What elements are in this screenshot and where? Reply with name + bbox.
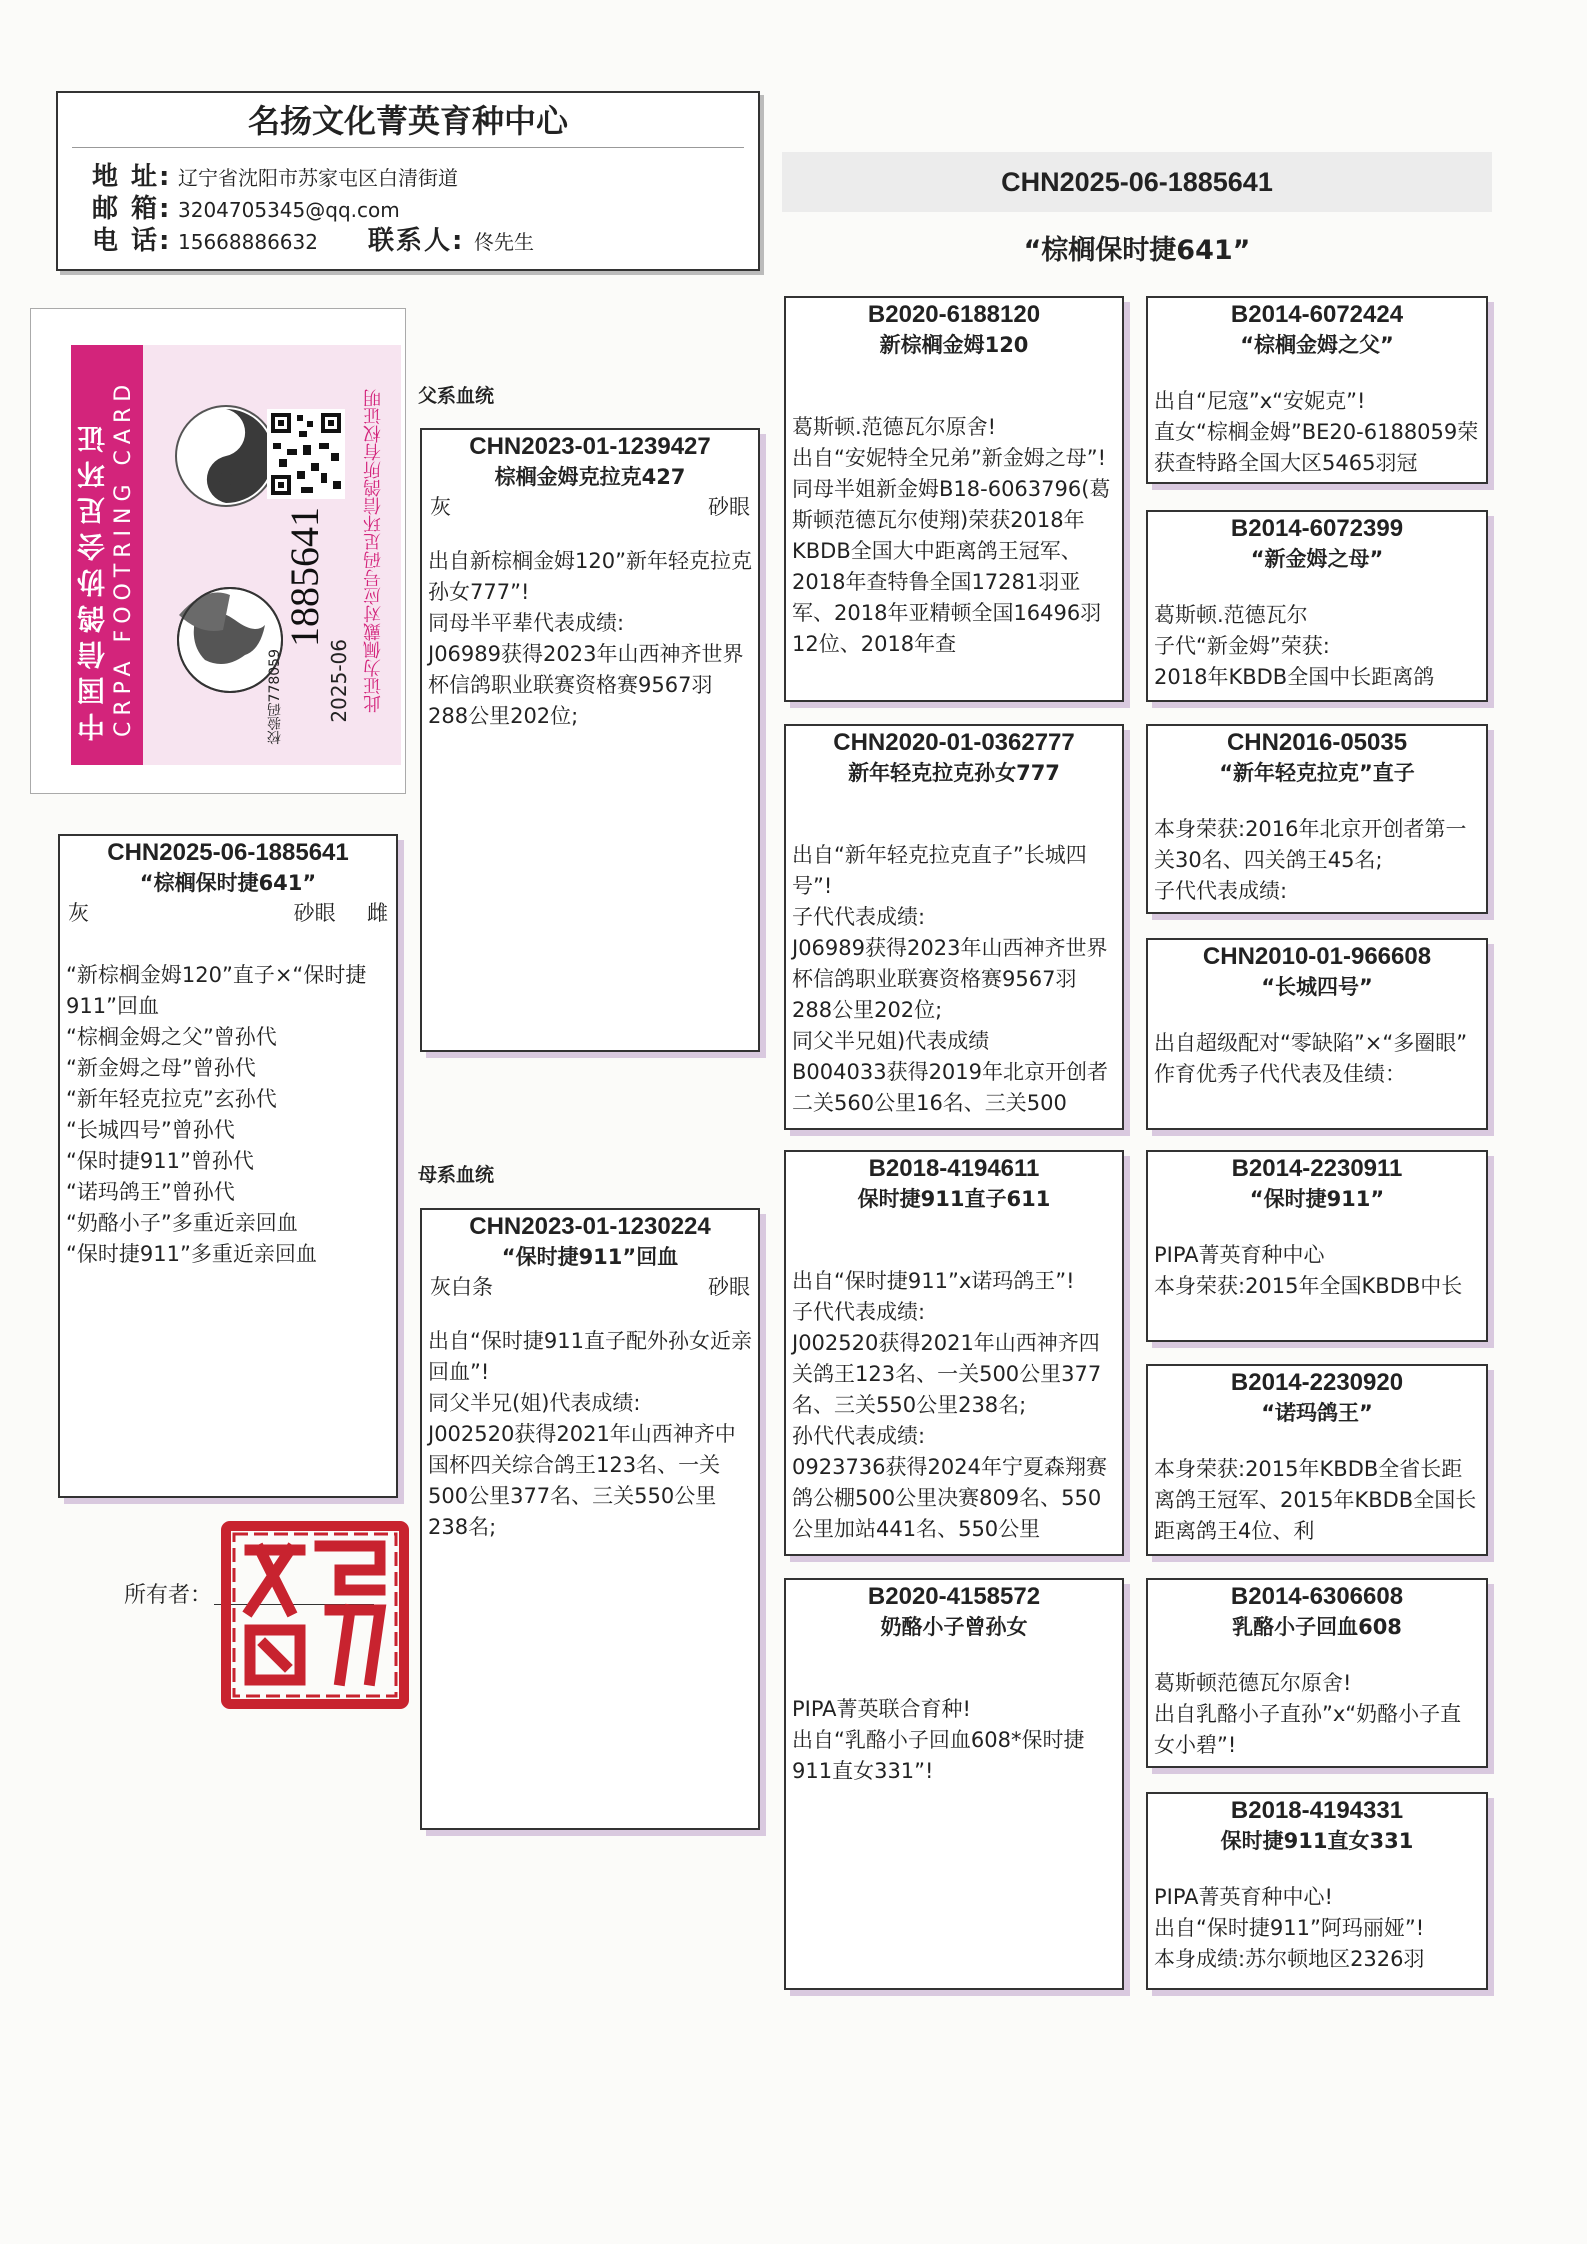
dam-box <box>420 1208 760 1830</box>
phone-value: 15668886632 <box>178 230 318 254</box>
qr-code-icon <box>267 409 345 499</box>
subject-ring: CHN2025-06-1885641 <box>107 839 349 866</box>
dam-section-label: 母系血统 <box>418 1164 495 1186</box>
g4-name: “长城四号” <box>1261 975 1373 999</box>
granddam-sire-box <box>784 724 1124 1130</box>
crpa-logo <box>171 401 281 511</box>
gs-sd-name: 新年轻克拉克孙女777 <box>848 761 1060 785</box>
card-footnote: 此证为佩戴对应号码足环信鸽所有权证明 <box>363 389 384 713</box>
subject-eye: 砂眼 <box>293 901 336 925</box>
subject-color: 灰 <box>68 901 89 925</box>
subject-meta <box>60 898 396 928</box>
address-label: 地 址: <box>92 162 172 192</box>
gs-ds-name: 保时捷911直子611 <box>857 1187 1051 1211</box>
ring-prefix: 2025-06 <box>327 639 351 723</box>
ggp-box-7 <box>1146 1578 1488 1768</box>
phone-label: 电 话: <box>92 226 172 256</box>
gs-dd-ring: B2020-4158572 <box>867 1583 1041 1610</box>
dam-meta <box>422 1272 758 1302</box>
g7-notes: 葛斯顿范德瓦尔原舍! 出自乳酪小子直孙”x“奶酪小子直女小碧”! <box>1154 1671 1462 1757</box>
ring-number: 1885641 <box>282 507 327 647</box>
sire-ring: CHN2023-01-1239427 <box>469 433 711 460</box>
subject-notes: “新棕榈金姆120”直子×“保时捷911”回血 “棕榈金姆之父”曾孙代 “新金姆之母”曾孙代 “新年轻克拉克”玄孙代 “长城四号”曾孙代 “保时捷911”曾孙代 “诺玛鸽王”曾孙代 “奶酪小子”多重近亲回血 “保时捷911”多重近亲回血 <box>66 963 367 1266</box>
dam-notes: 出自“保时捷911直子配外孙女近亲回血”! 同父半兄(姐)代表成绩: J002520获得2021年山西神齐中国杯四关综合鸽王123名、一关500公里377名、三关550公里238名; <box>428 1329 752 1539</box>
check-code: 校验码778059 <box>267 649 283 745</box>
g5-ring: B2014-2230911 <box>1231 1155 1403 1182</box>
g2-ring: B2014-6072399 <box>1230 515 1404 542</box>
sire-box <box>420 428 760 1052</box>
footring-card <box>30 308 406 794</box>
sire-color: 灰 <box>430 495 451 519</box>
dam-name: “保时捷911”回血 <box>501 1245 679 1269</box>
email-value: 3204705345@qq.com <box>178 198 400 222</box>
subject-ring-banner: CHN2025-06-1885641 <box>782 152 1492 212</box>
contact-label: 联系人: <box>368 226 465 256</box>
email-label: 邮 箱: <box>92 194 172 224</box>
ggp-box-4 <box>1146 938 1488 1130</box>
sire-section-label: 父系血统 <box>418 385 495 407</box>
gs-ss-notes: 葛斯顿.范德瓦尔原舍! 出自“安妮特全兄弟”新金姆之母”! 同母半姐新金姆B18-6063796(葛斯顿范德瓦尔使翔)荣获2018年KBDB全国大中距离鸽王冠军、2018年查特鲁全国17281羽亚军、2018年亚精顿全国16496羽12位、2018年查 <box>792 415 1111 656</box>
subject-box <box>58 834 398 1498</box>
g4-ring: CHN2010-01-966608 <box>1202 943 1432 970</box>
gs-ds-notes: 出自“保时捷911”x诺玛鸽王”! 子代代表成绩: J002520获得2021年山西神齐四关鸽王123名、一关500公里377名、三关550公里238名; 孙代代表成绩: 0923736获得2024年宁夏森翔赛鸽公棚500公里决赛809名、550公里加站441名、550公里 <box>792 1269 1107 1541</box>
breeder-header <box>56 91 760 271</box>
g6-name: “诺玛鸽王” <box>1261 1401 1373 1425</box>
g4-notes: 出自超级配对“零缺陷”×“多圈眼” 作育优秀子代代表及佳绩： <box>1154 1031 1468 1086</box>
g1-name: “棕榈金姆之父” <box>1240 333 1394 357</box>
g8-notes: PIPA菁英育种中心! 出自“保时捷911”阿玛丽娅”! 本身成绩:苏尔顿地区2326羽 <box>1154 1885 1425 1971</box>
gs-dd-notes: PIPA菁英联合育种! 出自“乳酪小子回血608*保时捷911直女331”! <box>792 1697 1085 1783</box>
gs-dd-name: 奶酪小子曾孙女 <box>880 1615 1028 1639</box>
dam-ring: CHN2023-01-1230224 <box>469 1213 711 1240</box>
ggp-box-5 <box>1146 1150 1488 1342</box>
subject-sex: 雌 <box>367 901 388 925</box>
grandsire-dam-box <box>784 1150 1124 1556</box>
g2-name: “新金姆之母” <box>1250 547 1384 571</box>
g6-notes: 本身荣获:2015年KBDB全省长距离鸽王冠军、2015年KBDB全国长距离鸽王4位、利 <box>1154 1457 1477 1543</box>
g7-ring: B2014-6306608 <box>1230 1583 1404 1610</box>
g2-notes: 葛斯顿.范德瓦尔 子代“新金姆”荣获: 2018年KBDB全国中长距离鸽 <box>1154 603 1435 689</box>
gs-ss-name: 新棕榈金姆120 <box>879 333 1029 357</box>
g8-name: 保时捷911直女331 <box>1220 1829 1414 1853</box>
ggp-box-6 <box>1146 1364 1488 1556</box>
g8-ring: B2018-4194331 <box>1230 1797 1404 1824</box>
granddam-dam-box <box>784 1578 1124 1990</box>
g3-name: “新年轻克拉克”直子 <box>1219 761 1415 785</box>
dam-color: 灰白条 <box>430 1275 493 1299</box>
ggp-box-3 <box>1146 724 1488 914</box>
g5-notes: PIPA菁英育种中心 本身荣获:2015年全国KBDB中长 <box>1154 1243 1463 1298</box>
subject-name: “棕榈保时捷641” <box>139 871 317 895</box>
red-seal-icon <box>220 1520 410 1710</box>
g1-notes: 出自“尼寇”x“安妮克”! 直女“棕榈金姆”BE20-6188059荣获查特路全国大区5465羽冠 <box>1154 389 1479 475</box>
grandsire-sire-box <box>784 296 1124 702</box>
contact-value: 佟先生 <box>474 230 534 254</box>
g6-ring: B2014-2230920 <box>1230 1369 1404 1396</box>
card-association-cn: 中国信鸽协会足环证 <box>76 417 109 741</box>
sire-name: 棕榈金姆克拉克427 <box>494 465 686 489</box>
gs-ds-ring: B2018-4194611 <box>868 1155 1040 1182</box>
owner-label: 所有者： <box>124 1583 213 1608</box>
g5-name: “保时捷911” <box>1249 1187 1385 1211</box>
address-value: 辽宁省沈阳市苏家屯区白清街道 <box>178 166 458 190</box>
g3-ring: CHN2016-05035 <box>1226 729 1408 756</box>
breeder-title: 名扬文化菁英育种中心 <box>72 93 744 148</box>
sire-eye: 砂眼 <box>708 495 750 519</box>
gs-sd-ring: CHN2020-01-0362777 <box>833 729 1075 756</box>
dam-eye: 砂眼 <box>708 1275 750 1299</box>
card-association-en: CRPA FOOTRING CARD <box>111 378 136 737</box>
gs-sd-notes: 出自“新年轻克拉克直子”长城四号”! 子代代表成绩: J06989获得2023年山西神齐世界杯信鸽职业联赛资格赛9567羽288公里202位; 同父半兄姐)代表成绩 B004033获得2019年北京开创者二关560公里16名、三关500 <box>792 843 1109 1115</box>
ggp-box-1 <box>1146 296 1488 484</box>
ggp-box-8 <box>1146 1792 1488 1990</box>
gs-ss-ring: B2020-6188120 <box>867 301 1041 328</box>
sire-meta <box>422 492 758 522</box>
g1-ring: B2014-6072424 <box>1230 301 1404 328</box>
subject-name-banner: “棕榈保时捷641” <box>1023 235 1251 266</box>
sire-notes: 出自新棕榈金姆120”新年轻克拉克孙女777”! 同母半平辈代表成绩: J06989获得2023年山西神齐世界杯信鸽职业联赛资格赛9567羽288公里202位; <box>428 549 752 728</box>
ggp-box-2 <box>1146 510 1488 702</box>
g3-notes: 本身荣获:2016年北京开创者第一关30名、四关鸽王45名; 子代代表成绩: <box>1154 817 1467 903</box>
g7-name: 乳酪小子回血608 <box>1232 1615 1402 1639</box>
